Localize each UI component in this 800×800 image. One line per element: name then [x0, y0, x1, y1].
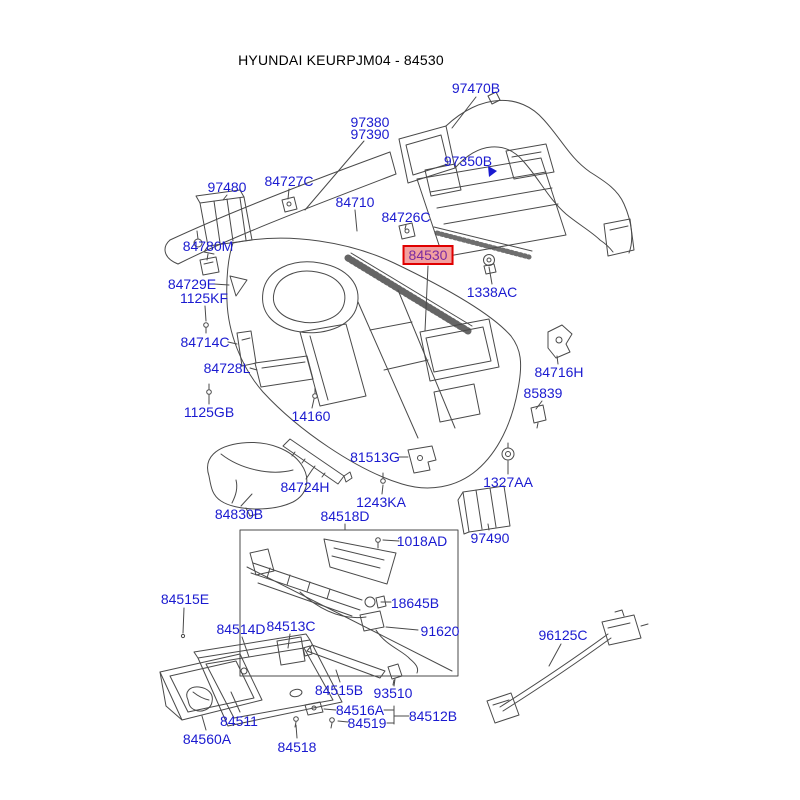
part-label-1125KF[interactable]: 1125KF [180, 290, 228, 306]
part-label-84515E[interactable]: 84515E [160, 591, 210, 607]
part-label-84724H[interactable]: 84724H [280, 479, 330, 495]
part-label-84710[interactable]: 84710 [335, 194, 375, 210]
part-label-97480[interactable]: 97480 [207, 179, 247, 195]
part-label-14160[interactable]: 14160 [291, 408, 331, 424]
part-label-96125C[interactable]: 96125C [538, 627, 588, 643]
part-label-84727C[interactable]: 84727C [264, 173, 314, 189]
part-label-97490[interactable]: 97490 [470, 530, 510, 546]
part-label-85839[interactable]: 85839 [523, 385, 563, 401]
part-label-84511[interactable]: 84511 [220, 713, 258, 729]
part-label-84513C[interactable]: 84513C [266, 618, 316, 634]
part-label-84714C[interactable]: 84714C [180, 334, 230, 350]
part-label-97470B[interactable]: 97470B [451, 80, 501, 96]
part-label-84728L[interactable]: 84728L [203, 360, 251, 376]
part-label-84530[interactable]: 84530 [403, 245, 454, 265]
part-label-91620[interactable]: 91620 [420, 623, 460, 639]
part-label-84512B[interactable]: 84512B [408, 708, 458, 724]
part-label-1338AC[interactable]: 1338AC [466, 284, 518, 300]
part-label-1125GB[interactable]: 1125GB [183, 404, 235, 420]
diagram-title: HYUNDAI KEURPJM04 - 84530 [238, 52, 444, 68]
part-label-84514D[interactable]: 84514D [216, 621, 266, 637]
part-label-97350B[interactable]: 97350B [443, 153, 493, 169]
part-label-1243KA[interactable]: 1243KA [356, 494, 406, 510]
part-label-84516A[interactable]: 84516A [335, 702, 385, 718]
part-label-1327AA[interactable]: 1327AA [483, 474, 533, 490]
part-label-84518D[interactable]: 84518D [320, 508, 370, 524]
side-vent-right-drawing [458, 486, 510, 534]
part-label-84729E[interactable]: 84729E [167, 276, 217, 292]
part-label-93510[interactable]: 93510 [373, 685, 413, 701]
part-label-84515B[interactable]: 84515B [314, 682, 364, 698]
part-label-97390[interactable]: 97390 [350, 126, 390, 142]
part-label-1018AD[interactable]: 1018AD [396, 533, 448, 549]
part-label-84518[interactable]: 84518 [277, 739, 317, 755]
part-label-84560A[interactable]: 84560A [182, 731, 232, 747]
part-label-84519[interactable]: 84519 [347, 715, 387, 731]
part-label-84780M[interactable]: 84780M [182, 238, 234, 254]
part-label-18645B[interactable]: 18645B [390, 595, 440, 611]
part-label-97380[interactable]: 97380 [350, 114, 390, 130]
part-label-81513G[interactable]: 81513G [350, 449, 400, 465]
part-label-84726C[interactable]: 84726C [381, 209, 431, 225]
part-label-84716H[interactable]: 84716H [534, 364, 584, 380]
reinforce-brace-drawing [283, 439, 352, 484]
clips-and-screws-drawing [200, 194, 572, 483]
part-label-84830B[interactable]: 84830B [214, 506, 264, 522]
